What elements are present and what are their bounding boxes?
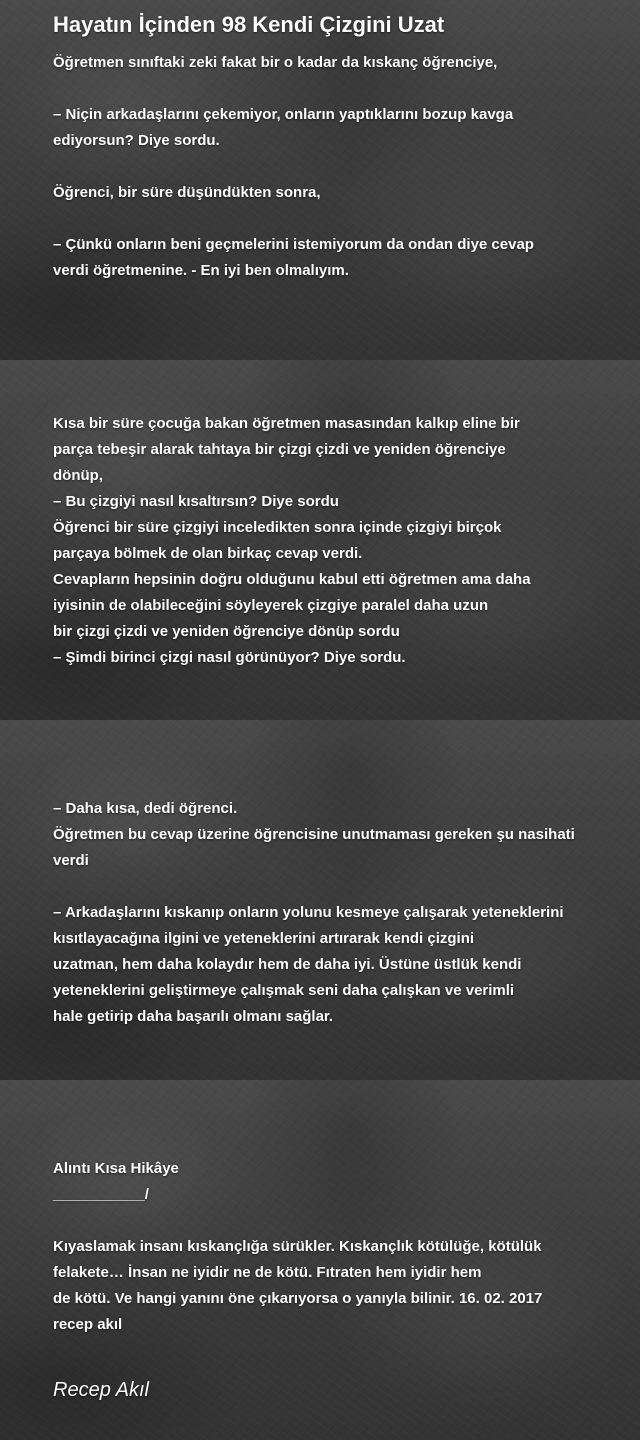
text-line: Kısa bir süre çocuğa bakan öğretmen masasından kalkıp eline bir — [53, 415, 520, 432]
text-line: kısıtlayacağına ilgini ve yeteneklerini artırarak kendi çizgini — [53, 930, 475, 947]
text-block-3 — [53, 796, 630, 1030]
text-line: Kıyaslamak insanı kıskançlığa sürükler. Kıskançlık kötülüğe, kötülük — [53, 1238, 542, 1255]
text-line: Öğrenci, bir süre düşündükten sonra, — [53, 184, 321, 201]
text-block-2 — [53, 411, 630, 671]
line-gap — [53, 154, 630, 180]
text-line: Öğretmen sınıftaki zeki fakat bir o kadar da kıskanç öğrenciye, — [53, 54, 498, 71]
text-line: parça tebeşir alarak tahtaya bir çizgi çizdi ve yeniden öğrenciye — [53, 441, 506, 458]
line-gap — [53, 1208, 630, 1234]
text-block-1 — [53, 50, 630, 284]
author-name: Recep Akıl — [53, 1379, 149, 1401]
text-line: Alıntı Kısa Hikâye — [53, 1160, 179, 1177]
text-line: – Çünkü onların beni geçmelerini istemiyorum da ondan diye cevap — [53, 236, 534, 253]
text-block-4 — [53, 1156, 630, 1338]
text-line: iyisinin de olabileceğini söyleyerek çizgiye paralel daha uzun — [53, 597, 489, 614]
panel-4 — [0, 1080, 640, 1440]
text-line: hale getirip daha başarılı olmanı sağlar. — [53, 1008, 334, 1025]
text-line: Öğretmen bu cevap üzerine öğrencisine unutmaması gereken şu nasihati — [53, 826, 575, 843]
text-line: – Şimdi birinci çizgi nasıl görünüyor? Diye sordu. — [53, 649, 406, 666]
text-line: – Niçin arkadaşlarını çekemiyor, onların yaptıklarını bozup kavga — [53, 106, 514, 123]
text-line: ___________/ — [53, 1186, 149, 1203]
text-line: de kötü. Ve hangi yanını öne çıkarıyorsa o yanıyla bilinir. 16. 02. 2017 — [53, 1290, 543, 1307]
text-line: – Bu çizgiyi nasıl kısaltırsın? Diye sordu — [53, 493, 339, 510]
text-line: Cevapların hepsinin doğru olduğunu kabul etti öğretmen ama daha — [53, 571, 531, 588]
text-line: yeteneklerini geliştirmeye çalışmak seni daha çalışkan ve verimli — [53, 982, 515, 999]
text-line: dönüp, — [53, 467, 103, 484]
text-line: uzatman, hem daha kolaydır hem de daha iyi. Üstüne üstlük kendi — [53, 956, 522, 973]
line-gap — [53, 76, 630, 102]
text-line: verdi öğretmenine. - En iyi ben olmalıyım. — [53, 262, 349, 279]
text-line: Öğrenci bir süre çizgiyi inceledikten sonra içinde çizgiyi birçok — [53, 519, 502, 536]
line-gap — [53, 874, 630, 900]
panel-1 — [0, 0, 640, 360]
text-line: verdi — [53, 852, 89, 869]
text-line: bir çizgi çizdi ve yeniden öğrenciye dönüp sordu — [53, 623, 400, 640]
text-line: parçaya bölmek de olan birkaç cevap verdi. — [53, 545, 363, 562]
text-line: ediyorsun? Diye sordu. — [53, 132, 220, 149]
poem-title: Hayatın İçinden 98 Kendi Çizgini Uzat — [53, 12, 445, 37]
panel-3 — [0, 720, 640, 1080]
text-line: – Arkadaşlarını kıskanıp onların yolunu kesmeye çalışarak yeteneklerini — [53, 904, 564, 921]
text-line: – Daha kısa, dedi öğrenci. — [53, 800, 238, 817]
text-line: felakete… İnsan ne iyidir ne de kötü. Fıtraten hem iyidir hem — [53, 1264, 482, 1281]
text-line: recep akıl — [53, 1316, 123, 1333]
line-gap — [53, 206, 630, 232]
panel-2 — [0, 360, 640, 720]
